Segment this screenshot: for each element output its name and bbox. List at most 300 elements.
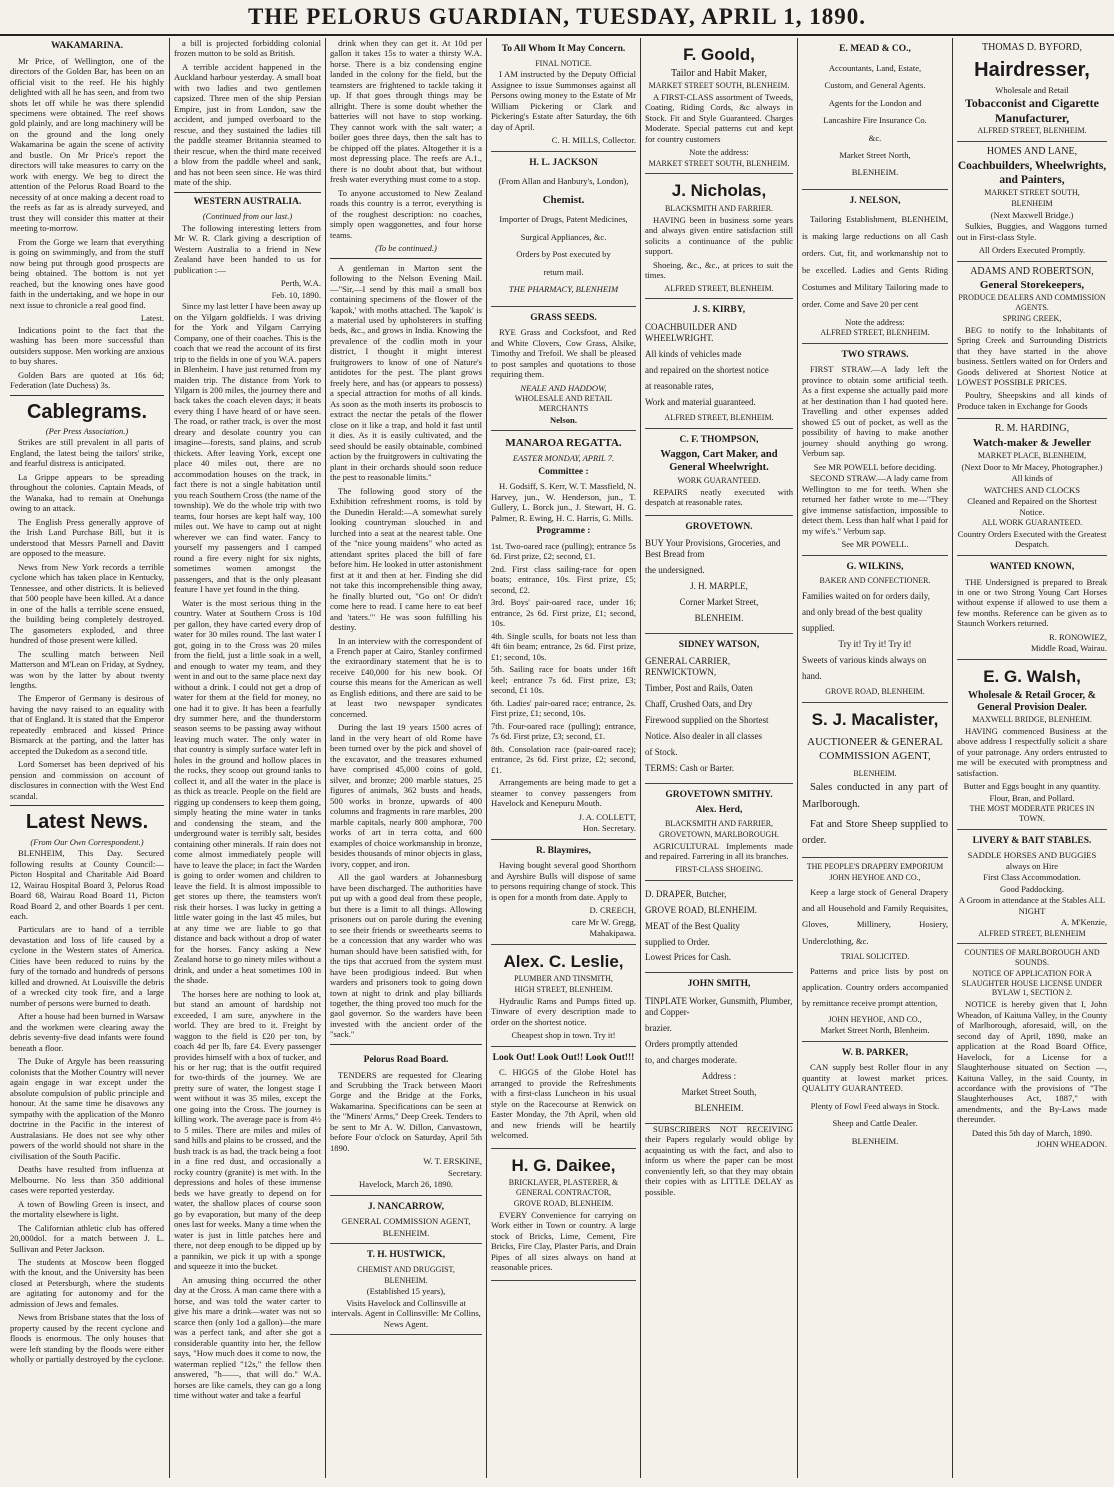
- ad-line: Sheep and Cattle Dealer.: [832, 1118, 918, 1129]
- letter-place: Perth, W.A.: [280, 278, 321, 289]
- ad-text: HAVING commenced Business at the above address I respectfully solicit a share of your patronage. Any orders entrusted to me will be executed with promptness and satisfaction.: [957, 725, 1107, 778]
- ad-text: REPAIRS neatly executed with despatch at reasonable rates.: [645, 486, 793, 508]
- ad-name: JOHN SMITH,: [687, 979, 751, 990]
- ad-text: Visits Havelock and Collinsville at intervals. Agent in Collinsville: Mr Collins, News Agent.: [331, 1297, 481, 1329]
- article-paragraph: La Grippe appears to be spreading throughout the colonies. Captain Meads, of the Wanaka, had to remain at Onehunga owing to an attack.: [10, 471, 164, 514]
- ad-signature: C. H. MILLS, Collector.: [551, 135, 636, 146]
- ad-name: HOMES AND LANE,: [986, 146, 1078, 158]
- ad-text: CAN supply best Roller flour in any quantity at lowest market prices. QUALITY GUARANTEED.: [802, 1062, 948, 1094]
- ad-line: supplied to Order.: [645, 936, 710, 947]
- ad-role: BLACKSMITH AND FARRIER.: [664, 204, 774, 214]
- ad-tag: Cheapest shop in town. Try it!: [511, 1030, 616, 1041]
- ad-names: JOHN HEYHOE AND CO.,: [829, 872, 921, 882]
- ad-name: W. B. PARKER,: [841, 1047, 909, 1058]
- programme-item: 3rd. Boys' pair-oared race, under 16; entrance, 2s 6d. First prize, £1; second, 10s.: [491, 597, 636, 629]
- ad-text: Having bought several good Shorthorn and Ayrshire Bulls will dispose of same to persons requiring change of stock. This is open for a month from date. Apply to: [491, 860, 636, 902]
- western-australia-title: WESTERN AUSTRALIA.: [193, 196, 302, 207]
- ad-next: (Next Maxwell Bridge.): [990, 209, 1074, 220]
- ad-harding: [957, 419, 1107, 555]
- ad-address: Middle Road, Wairau.: [1030, 643, 1107, 654]
- ad-nancarrow: [330, 1196, 482, 1245]
- ad-line: First Class Accommodation.: [983, 872, 1081, 883]
- ad-note: Note the address:: [689, 147, 749, 158]
- programme-list: [491, 541, 636, 775]
- ad-address: GROVE ROAD, BLENHEIM.: [513, 1198, 614, 1208]
- ad-counties: [957, 944, 1107, 1155]
- ad-place: Nelson.: [550, 414, 577, 425]
- ad-role: Wholesale & Retail Grocer, & General Provision Dealer.: [967, 689, 1097, 713]
- article-paragraph: Deaths have resulted from influenza at Melbourne. No less than 350 additional cases were reported yesterday.: [10, 1164, 164, 1196]
- ad-line: hand.: [802, 670, 822, 681]
- ad-text: Poultry, Sheepskins and all kinds of Produce taken in Exchange for Goods: [957, 390, 1107, 411]
- ad-text: HAVING been in business some years and always given entire satisfaction still solicits a continuance of the public support.: [645, 214, 793, 257]
- ad-role: CHEMIST AND DRUGGIST,: [357, 1264, 455, 1274]
- ad-address: GROVE ROAD, BLENHEIM.: [825, 686, 925, 696]
- ad-text: A FIRST-CLASS assortment of Tweeds, Coating, Riding Cords, &c always in Stock. Fit and Style Guaranteed. Charges Moderate. Special patterns cut and kept for country customers: [645, 91, 793, 144]
- ad-line: Firewood supplied on the Shortest: [645, 715, 769, 726]
- subscribers-notice: SUBSCRIBERS NOT RECEIVING their Papers regularly would oblige by acquainting us with the fact, and also to inform us where the paper can be most conveniently left, so that they may obtain their copies with as LITTLE DELAY as possible.: [645, 1123, 793, 1197]
- ad-trial: TRIAL SOLICITED.: [840, 951, 910, 961]
- ad-watson: [645, 634, 793, 784]
- ad-byford: [957, 38, 1107, 142]
- ad-title: Pelorus Road Board.: [363, 1054, 449, 1065]
- cablegrams-title: Cablegrams.: [26, 400, 148, 423]
- ad-address: ALFRED STREET, BLENHEIM.: [664, 283, 774, 293]
- article-paragraph: The Duke of Argyle has been reassuring colonists that the Mother Country will never again engage in war except under the absolute compulsion of public principle and honour. At the same time he disavows any sympathy with the application of the Monro doctrine in the Pacific in the interest of Australasians. He does not see why other powers of the world should not share in the civilisation of the South Pacific.: [10, 1056, 164, 1161]
- ad-line: Plenty of Fowl Feed always in Stock.: [810, 1100, 940, 1111]
- ad-role: BLACKSMITH AND FARRIER,: [664, 819, 774, 829]
- ad-line: WATCHES AND CLOCKS: [984, 484, 1080, 495]
- ad-line: BUY Your Provisions, Groceries, and Best Bread from: [645, 538, 781, 560]
- ad-text: Hydraulic Rams and Pumps fitted up. Tinware of every description made to order on the shortest notice.: [491, 995, 636, 1027]
- ad-place: BLENHEIM.: [382, 1227, 430, 1238]
- to-be-continued: (To be continued.): [375, 243, 437, 254]
- article-paragraph: The English Press generally approve of the Irish Land Purchase Bill, but it is understood that Messrs Parnell and Davitt are opposed to the measure.: [10, 516, 164, 559]
- ad-address: MARKET STREET SOUTH, BLENHEIM.: [648, 80, 790, 90]
- ad-role: PLUMBER AND TINSMITH,: [514, 974, 613, 984]
- ad-draper: [645, 881, 793, 974]
- column-6: [798, 38, 952, 1478]
- ad-name: J. Nicholas,: [671, 181, 767, 201]
- ad-goold: [645, 38, 793, 174]
- ad-role: Chemist.: [542, 193, 585, 206]
- ad-line: GENERAL CARRIER, RENWICKTOWN,: [645, 656, 731, 678]
- ad-blaymires: [491, 840, 636, 945]
- ad-line: supplied.: [802, 622, 835, 633]
- ad-name: Alex. C. Leslie,: [503, 951, 624, 971]
- ad-line: Timber, Post and Rails, Oaten: [645, 683, 753, 694]
- ad-line: Agents for the London and: [828, 97, 922, 108]
- ad-line: and repaired on the shortest notice: [645, 364, 769, 375]
- ad-name: R. M. HARDING,: [994, 423, 1070, 435]
- ad-subtitle: FINAL NOTICE.: [535, 58, 592, 68]
- committee-title: Committee :: [538, 466, 589, 477]
- column-7: [953, 38, 1111, 1478]
- ad-tag: THE MOST MODERATE PRICES IN TOWN.: [969, 804, 1095, 823]
- ad-firm-role: WHOLESALE AND RETAIL MERCHANTS: [514, 394, 613, 413]
- column-4: [487, 38, 640, 1478]
- ad-established: (Established 15 years),: [366, 1286, 446, 1297]
- ad-title: GRASS SEEDS.: [530, 312, 597, 323]
- ad-line: the undersigned.: [645, 565, 705, 576]
- ad-line: &c.: [868, 132, 882, 143]
- ad-name: R. Blaymires,: [536, 845, 591, 856]
- article-paragraph: The Californian athletic club has offered 20,000dol. for a match between J. L. Sullivan and Peter Jackson.: [10, 1222, 164, 1254]
- article-paragraph: News from Brisbane states that the loss of property caused by the recent cyclone and floods is enormous. The only houses that were left standing by the floods were either wholly or partially destroyed by the cyclone.: [10, 1312, 164, 1365]
- ad-leslie: [491, 945, 636, 1047]
- ad-title: TWO STRAWS.: [841, 349, 909, 360]
- masthead: THE PELORUS GUARDIAN, TUESDAY, APRIL 1, 1890.: [0, 0, 1114, 36]
- ad-text: Country Orders Executed with the Greatest Despatch.: [957, 528, 1107, 550]
- ad-tag: FIRST-CLASS SHOEING.: [675, 864, 763, 874]
- ad-name: T. H. HUSTWICK,: [366, 1250, 446, 1261]
- ad-title: WANTED KNOWN,: [989, 561, 1075, 572]
- ad-next: (Next Door to Mr Macey, Photographer.): [961, 461, 1103, 472]
- ad-address: ALFRED STREET, BLENHEIM.: [977, 126, 1087, 136]
- article-paragraph: Lord Somerset has been deprived of his pension and commission on account of disclosures in connection with the West End scandal.: [10, 759, 164, 801]
- ad-signature: J. A. COLLETT,: [578, 811, 636, 822]
- ad-text: RYE Grass and Cocksfoot, and Red and White Clovers, Cow Grass, Alsike, Timothy and Trefoil. We shall be pleased to post samples and quotations to those requiring them.: [491, 327, 636, 380]
- ad-text: FIRST STRAW.—A lady left the province to obtain some artificial teeth. As a first expense she actually paid more at her destination than I had quoted here. Travelling and other expenses added showed £5 out of pocket, as well as the possibility of having to make another journey should anything go wrong. Verbum sap.: [802, 364, 948, 459]
- ad-text: All Orders Executed Promptly.: [978, 245, 1086, 256]
- ad-line: Orders by Post executed by: [516, 249, 611, 260]
- article-paragraph: The horses here are nothing to look at, but stand an amount of hardship not exceeded, I am sure, anywhere in the world. They are bred to it. Freight by waggon to the field is £20 per ton, by coach 4d per lb, fare £4. Every passenger provides himself with a box of tucker, and his or her rug; that is the outfit required for two-thirds of the journey. We are pretty sure of water, the longest stage I went without it was 35 miles, except the one going into the Cross. The journey is killing work. The average pace is from 4½ to 5 miles. There are miles and miles of sand hills and plains to be crossed, and the bush track is as bad, the track being a foot in a fine red dust, and occasionally a rocky country (granite) is met with. In the depressions and holes of these immense beds we have greatly to depend on for water, the shallow places of course soon go by evaporation, but many of the deep ones last for weeks. Many a time when the water is just in little patches here and there, not deep enough to be dipped up by a pannikin, we pick it up with a sponge and squeeze it into the bucket.: [174, 988, 321, 1272]
- ad-place: BLENHEIM.: [384, 1275, 428, 1285]
- ad-name: C. F. THOMPSON,: [679, 434, 759, 445]
- ad-signature: JOHN HEYHOE, AND CO.,: [828, 1014, 922, 1024]
- column-1: [6, 38, 168, 1478]
- ad-text: Fat and Store Sheep supplied to order.: [802, 818, 948, 847]
- article-paragraph: A gentleman in Marton sent the following to the Nelson Evening Mail. —"Sir,—I send by this mail a small box containing specimens of the flower of the 'kapok,' with moths attached. The 'kapok' is a material used by upholsterers in stuffing beds, &c., and grows in India. Knowing the prevalence of the codlin moth in your district, I thought it might interest fruitgrowers to know of one of Nature's antidotes for the pest. The plant grows freely here, and has (or appears to possess) a special attraction for moths of all kinds. As soon as the moth inserts its proboscis to extract the nectar the petals of the flower close on it like a trap, and hold it fast until it dies. As it is easily cultivated, and the seed should be easily obtainable, combined action by the fruitgrowers in cultivating the plant in their orchards should soon reduce the pest to reasonable limits.": [330, 262, 482, 483]
- ad-two-straws: [802, 344, 948, 556]
- ad-see: See MR POWELL.: [841, 539, 909, 550]
- ad-walsh: [957, 660, 1107, 830]
- ad-signature: W. T. ERSKINE,: [423, 1156, 482, 1167]
- ad-line: of Stock.: [645, 747, 678, 758]
- ad-date: Dated this 5th day of March, 1890.: [971, 1127, 1093, 1138]
- ad-line: Address :: [701, 1070, 737, 1081]
- ad-from: (From Allan and Hanbury's, London),: [498, 176, 629, 187]
- ad-line: All kinds of vehicles made: [645, 348, 742, 359]
- ad-line: Importer of Drugs, Patent Medicines,: [499, 214, 628, 225]
- ad-name: J. S. KIRBY,: [692, 305, 746, 316]
- article-paragraph: The sculling match between Neil Matterson and M'Lean on Friday, at Sydney, was won by the latter by about twenty lengths.: [10, 648, 164, 690]
- cablegrams-source: (Per Press Association.): [45, 425, 129, 436]
- ad-line: Flour, Bran, and Pollard.: [989, 792, 1075, 803]
- programme-item: 6th. Ladies' pair-oared race; entrance, 2s. First prize, £1; second, 10s.: [491, 697, 636, 719]
- latest-label: Latest.: [140, 313, 164, 324]
- ad-line: TERMS: Cash or Barter.: [645, 763, 734, 774]
- letter-date: Feb. 10, 1890.: [271, 289, 321, 300]
- ad-line: BLENHEIM.: [851, 167, 899, 178]
- ad-title: To All Whom It May Concern.: [501, 44, 626, 54]
- ad-agents: PRODUCE DEALERS AND COMMISSION AGENTS.: [958, 293, 1106, 313]
- ad-see: See MR POWELL before deciding.: [813, 461, 937, 472]
- ad-place: SPRING CREEK,: [1002, 313, 1062, 323]
- column-5: [641, 38, 797, 1478]
- article-paragraph: An amusing thing occurred the other day at the Cross. A man came there with a horse, and was told the water carter to give his mare a drink—water was not so scarce then (only 1od a gallon)—the mare was a perfect tank, and after she got a considerable quantity into her, the fellow says, "How much does it come to now, the waterman replied "12s," the fellow then answered, "h——, that will do." W.A. horses are like camels, they can go a long time without water and take a fearful: [174, 1274, 321, 1400]
- article-paragraph: From the Gorge we learn that everything is going on swimmingly, and from the stuff now being put through good prospects are being obtained. The bottom is not yet reached, but the knowing ones have good faith in the undertaking, and we hope in our next issue to chronicle a real good find.: [10, 236, 164, 310]
- ad-text: BEG to notify to the Inhabitants of Spring Creek and Surrounding Districts that they have started in the above business. Settlers waited on for Orders and Goods delivered at Shortest Notice at LOWEST POSSIBLE PRICES.: [957, 324, 1107, 387]
- ad-name: S. J. Macalister,: [811, 709, 939, 729]
- ad-address: HIGH STREET, BLENHEIM.: [514, 984, 613, 994]
- ad-address: MARKET PLACE, BLENHEIM,: [977, 451, 1087, 461]
- ad-line: Cleaned and Repaired on the Shortest Notice.: [967, 496, 1097, 517]
- ad-name: SIDNEY WATSON,: [678, 639, 760, 650]
- ad-notice: [491, 38, 636, 152]
- ad-role: Watch-maker & Jeweller: [972, 436, 1092, 449]
- ad-role: Secretary.: [447, 1167, 482, 1178]
- ad-name: Alex. Herd,: [695, 804, 743, 815]
- ad-line: BLENHEIM.: [694, 1102, 744, 1113]
- column-2: [170, 38, 325, 1478]
- ad-line: Orders promptly attended: [645, 1038, 738, 1049]
- article-paragraph: After a house had been burned in Warsaw and the workmen were clearing away the debris seventy-five dead infants were found beneath a floor.: [10, 1011, 164, 1053]
- article-paragraph: Strikes are still prevalent in all parts of England, the latest being the tailors' strike, and fearful distress is anticipated.: [10, 437, 164, 469]
- ad-line: Sweets of various kinds always on: [802, 654, 927, 665]
- ad-text: A Groom in attendance at the Stables ALL NIGHT: [958, 895, 1106, 916]
- programme-item: 7th. Four-oared race (pulling); entrance, 7s 6d. First prize, £3; second, £1.: [491, 720, 636, 742]
- ad-line: COACHBUILDER AND WHEELWRIGHT.: [645, 322, 737, 344]
- ad-signature: R. RONOWIEZ,: [1049, 631, 1107, 642]
- latest-news-source: (From Our Own Correspondent.): [30, 836, 144, 847]
- programme-item: 8th. Consolation race (pair-oared race); entrance, 2s 6d. First prize, £2; second, £1.: [491, 743, 636, 775]
- ad-place: BLENHEIM: [1011, 199, 1053, 209]
- latest-news-title: Latest News.: [25, 811, 149, 834]
- ad-line: BLENHEIM.: [694, 612, 744, 623]
- ad-hustwick: [330, 1244, 482, 1335]
- article-paragraph: a bill is projected forbidding colonial frozen mutton to be sold as British.: [174, 38, 321, 59]
- ad-agent: care Mr W. Gregg,: [571, 916, 636, 927]
- article-paragraph: The students at Moscow been flogged with the knout, and the University has been closed at Petersburgh, where the students are agitating for autonomy and for the admission of Jews and females.: [10, 1257, 164, 1309]
- ad-sub: Wholesale and Retail: [995, 84, 1069, 95]
- ad-date: Havelock, March 26, 1890.: [358, 1179, 454, 1190]
- article-paragraph: A terrible accident happened in the Auckland harbour yesterday. A small boat with two ladies and two gentlemen capsized. Three men of the ship Persian Empire, just in from London, saw the accident, and jumped overboard to the rescue, and they sustained the ladies till the paddle steamer Britannia steamed to their rescue, when the third mate received a blow from the paddle wheel and sank, and has not been seen since. He was third mate of the ship.: [174, 61, 321, 188]
- ad-text: I AM instructed by the Deputy Official Assignee to issue Summonses against all Persons owing money to the Estate of Mr William Pickering or Clark and Pickering's Estate after Saturday, the 6th day of April.: [491, 69, 636, 132]
- ad-title: LIVERY & BAIT STABLES.: [972, 835, 1092, 846]
- ad-jackson: [491, 152, 636, 307]
- ad-line: Corner Market Street,: [679, 596, 759, 607]
- article-paragraph: News from New York records a terrible cyclone which has taken place in Kentucky, Tennessee, and other districts. It is believed that 500 people have been killed. At a dance in one of the halls a terrible scene ensued, the building being completely destroyed. The gasometers exploded, and three hundred of those present were killed.: [10, 561, 164, 646]
- ad-text: C. HIGGS of the Globe Hotel has arranged to provide the Refreshments with a first-class Luncheon in his usual style on the Racecourse at Renwick on Easter Monday, the 7th April, when old and new friends will be heartily welcomed.: [491, 1067, 636, 1141]
- ad-date: EASTER MONDAY, APRIL 7.: [512, 453, 615, 464]
- continued-note: (Continued from our last.): [202, 211, 293, 222]
- ad-text: Keep a large stock of General Drapery and all Household and Family Requisites, Gloves, Millinery, Hosiery, Underclothing, &c.: [802, 886, 948, 946]
- ad-herd: [645, 784, 793, 880]
- programme-item: 5th. Sailing race for boats under 16ft keel; entrance 7s 6d. First prize, £3; second, £1 10s.: [491, 664, 636, 696]
- ad-text: SECOND STRAW.—A lady came from Wellington to me for teeth. When she returned her father wrote to me—"They give immense satisfaction, impossible to detect them. Less than half what I paid for my wife's." Verbum sap.: [802, 473, 948, 536]
- ad-title: GROVETOWN SMITHY.: [665, 790, 773, 801]
- ad-text: Shoeing, &c., &c., at prices to suit the times.: [645, 259, 793, 281]
- ad-guarantee: ALL WORK GUARANTEED.: [981, 518, 1083, 528]
- ad-line: Lancashire Fire Insurance Co.: [823, 115, 927, 126]
- article-paragraph: The Emperor of Germany is desirous of having the navy raised to an equality with that of England. It is stated that the Emperor repeatedly embraced and kissed Prince Bismarck at the parting, and the latter has accepted the Dukedom as a second title.: [10, 693, 164, 756]
- ad-pharmacy: THE PHARMACY, BLENHEIM: [508, 284, 619, 295]
- ad-role: Hon. Secretary.: [582, 823, 636, 834]
- ad-line: Butter and Eggs bought in any quantity.: [963, 781, 1101, 792]
- ad-line: MEAT of the Best Quality: [645, 920, 740, 931]
- ad-name: ADAMS AND ROBERTSON,: [970, 265, 1094, 277]
- ad-smith: [645, 973, 793, 1123]
- programme-item: 2nd. First class sailing-race for open boats; entrance, 10s. First prize, £5; second, £2.: [491, 563, 636, 595]
- ad-role: Tailor and Habit Maker,: [670, 67, 768, 79]
- ad-place: GROVETOWN, MARLBOROUGH.: [658, 830, 780, 840]
- ad-line: SADDLE HORSES AND BUGGIES always on Hire: [967, 850, 1097, 871]
- ad-address: MARKET STREET SOUTH, BLENHEIM.: [648, 158, 790, 168]
- ad-subtitle: NOTICE OF APPLICATION FOR A SLAUGHTER HOUSE LICENSE UNDER BYLAW 1, SECTION 2.: [961, 968, 1103, 998]
- article-paragraph: In an interview with the correspondent of a French paper at Cairo, Stanley confirmed the extraordinary statement that he is to receive £40,000 for his new book. Of course this means for the American as well as English editions, and there are said to be at least two newspaper syndicates concerned.: [330, 635, 482, 719]
- ad-name: THOMAS D. BYFORD,: [981, 42, 1082, 53]
- wakamarina-title: WAKAMARINA.: [50, 41, 124, 51]
- ad-line: and only bread of the best quality: [802, 607, 923, 618]
- ad-role: Hairdresser,: [974, 59, 1090, 82]
- ad-text: Sales conducted in any part of Marlborough.: [802, 781, 948, 810]
- ad-title: THE PEOPLE'S DRAPERY EMPORIUM: [806, 862, 944, 872]
- ad-role: General Storekeepers,: [979, 278, 1085, 291]
- ad-firm: NEALE AND HADDOW,: [520, 382, 607, 393]
- ad-title: MANAROA REGATTA.: [505, 437, 622, 450]
- article-paragraph: The following good story of the Exhibition refreshment rooms, is told by the Dunedin Herald:—A somewhat surely looking countryman slouched in and lurched into a seat at the nearest table. One of the "nice young maidens" who acted as attendant sprites placed the bill of fare before him. He looked in utter astonishment first at it and then at her. Finding she did not take this incomprehensible thing away, he finally blurted out, "Go on! Or didn't come here to read. I came here to eat beef and 'taters.'" He was soon fulfilling his destiny.: [330, 485, 482, 633]
- ad-line: at reasonable rates,: [645, 380, 714, 391]
- committee-text: H. Godsiff, S. Kerr, W. T. Massfield, N. Harvey, jun., W. Henderson, jun., T. Gullery, L. Borck jun., J. Stewart, H. G. Palmer, R. Ewing, H. C. Harris, G. Mills.: [491, 481, 636, 523]
- article-paragraph: Water is the most serious thing in the country. Water at Southern Cross is 10d per gallon, they have carted every drop of water for 30 miles round. The last water I got, going in to the Cross was 20 miles from the field, just a little soak in a well, and enough to water my team, and they went in and out to the same place next day without a drink. I could not get a drop of water for them at the field for money, no one had it to give. It has been a fearfully dry summer here, and the thunderstorm season seems to be passing away without leaving much water. The only water in that country is simply surface water left in holes in the ground and hollow places in the rocks, they scoop out ground tanks to collect it, and all the water in the place is as thick as treacle. People on the field are rigging up condensers to keep them going, simply heating the mine water in tanks and condensing the steam, and the underground water is terribly salt, besides containing other minerals. If rain does not come almost immediately people will have to leave the place; in fact the Warden is going to order women and children to leave the field. It is almost impossible to get stores up there, the teamsters won't risk their horses. I was lucky in getting a little water going in the last 45 miles, but at any time we are liable to go that distance and back without a drop of water for the horses. Fancy asking a New Zealand horse to go ninety miles without a drink, and under a heat sometimes 100 in the shade.: [174, 597, 321, 986]
- ad-macalister: [802, 703, 948, 858]
- ad-kirby: [645, 299, 793, 428]
- ad-homes: [957, 142, 1107, 262]
- ad-nelson: [802, 190, 948, 344]
- ad-line: Lowest Prices for Cash.: [645, 952, 731, 963]
- ad-line: Market Street South,: [681, 1086, 757, 1097]
- ad-text: Sulkies, Buggies, and Waggons turned out in First-class Style.: [957, 221, 1107, 242]
- programme-item: 4th. Single sculls, for boats not less than 4ft 6in beam; entrance, 2s 6d. First prize, £1; second, 10s.: [491, 630, 636, 662]
- ad-text: EVERY Convenience for carrying on Work either in Town or country. A large stock of Bricks, Lime, Cement, Fire Bricks, Fire Clay, Plaster Paris, and Drain Pipes of all sizes always on hand at reasonable prices.: [491, 1209, 636, 1273]
- ad-line: Market Street North,: [839, 150, 911, 160]
- ad-signature: JOHN WHEADON.: [1036, 1139, 1107, 1150]
- ad-role: BAKER AND CONFECTIONER.: [819, 576, 931, 586]
- ad-name: H. G. Daikee,: [511, 1155, 616, 1175]
- ad-pelorus-road-board: [330, 1049, 482, 1196]
- ad-wanted: [957, 556, 1107, 660]
- ad-line: All kinds of: [1011, 473, 1053, 484]
- ad-line: Custom, and General Agents.: [824, 80, 926, 91]
- article-paragraph: BLENHEIM, This Day. Secured following results at County Council:—Picton Hospital and Charitable Aid Board 12, Wairau Hospital Board 3, Pelorus Road Board 68, Wairau Road Board 11, Picton Road Board 2, and other Boards 1 per cent. each.: [10, 848, 164, 921]
- article-paragraph: During the last 19 years 1500 acres of land in the very heart of old Rome have been turned over by the pick and shovel of the excavator, and the treasures exhumed have comprised 45,000 coins of gold, silver, and bronze; 200 marble statues, 25 figures of animals, 362 busts and heads, 500 works in bronze, upwards of 400 columns and fragments in rare marbles, 200 marble capitals, nearly 800 amphoræ, 700 works of art in terra cotta, and 600 examples of choice workmanship in bronze, besides thousands of minor objects in glass, ivory, copper, and iron.: [330, 722, 482, 869]
- ad-text: NOTICE is hereby given that I, John Wheadon, of Kaituna Valley, in the County of Marlborough, aforesaid, will, on the second day of April, 1890, make an application at the Road Board Office, Havelock, for a License for a Slaughterhouse situated on Section —, Kaituna Valley, in the said County, in accordance with the provisions of "The Slaughterhouses Act, 1887," with amendments, and the By-Laws made thereunder.: [957, 999, 1107, 1125]
- ad-guarantee: WORK GUARANTEED.: [677, 475, 761, 485]
- article-paragraph: Mr Price, of Wellington, one of the directors of the Golden Bar, has been on an official visit to the reef. He his highly delighted with all he has seen, and from two shots let off while he was there splendid specimens were obtained. The reef shows gold plainly, and are long machinery will be on the ground and the long onely Wakamarina be again the scene of activity and bustle. On Mr Price's report the directors will take measures to carry on the work with energy. We beg to direct the attention of the Pelorus Road Board to the necessity of at once making a decent road to the reefs as far as is already surveyed, and trust they will consider this matter at their meeting to-morrow.: [10, 55, 164, 234]
- ad-address: ALFRED STREET, BLENHEIM: [978, 928, 1086, 938]
- ad-text: Tailoring Establishment, BLENHEIM, is making large reductions on all Cash orders. Cut, fit, and workmanship not to be excelled. Ladies and Gents Riding Costumes and Military Tailoring made to order. Come and Save 20 per cent: [802, 213, 948, 310]
- ad-text: Patterns and price lists by post on application. Country orders accompanied by remittance receive prompt attention,: [802, 965, 948, 1009]
- ad-emporium: [802, 858, 948, 1042]
- ad-line: to, and charges moderate.: [645, 1054, 738, 1065]
- ad-nicholas: [645, 174, 793, 299]
- ad-place: BLENHEIM.: [853, 769, 897, 779]
- article-paragraph: Indications point to the fact that the washing has been more successful than outsiders suppose. Men working are anxious to buy shares.: [10, 324, 164, 367]
- ad-line: Accountants, Land, Estate,: [828, 62, 922, 73]
- ad-place: BLENHEIM.: [851, 1135, 899, 1146]
- ad-line: GROVE ROAD, BLENHEIM.: [645, 904, 757, 915]
- ad-address: MAXWELL BRIDGE, BLENHEIM.: [972, 715, 1092, 724]
- ad-name: E. G. Walsh,: [983, 666, 1081, 686]
- ad-name: J. NELSON,: [849, 195, 901, 206]
- ad-grass-seeds: [491, 307, 636, 431]
- ad-name: F. Goold,: [683, 45, 755, 64]
- ad-title: GROVETOWN.: [685, 521, 753, 532]
- ad-line: D. DRAPER, Butcher,: [645, 888, 727, 899]
- ad-title: Look Out! Look Out!! Look Out!!!: [492, 1052, 635, 1063]
- article-paragraph: To anyone accustomed to New Zealand roads this country is a terror, everything is of the roughest description: no coaches, simply open waggonettes, and four horse teams.: [330, 187, 482, 240]
- ad-text: TENDERS are requested for Clearing and Scrubbing the Track between Maori Gorge and the Bridge at the Forks, Wakamarina. Specifications can be seen at the "Miners' Arms," Deep Creek. Tenders to be sent to Mr A. W. Dillon, Canvastown, before Four o'clock on Saturday, April 5th 1890.: [330, 1069, 482, 1153]
- ad-name: H. L. JACKSON: [529, 157, 598, 168]
- ad-line: return mail.: [543, 266, 584, 277]
- ad-address: MARKET STREET SOUTH,: [984, 188, 1080, 198]
- ad-line: Chaff, Crushed Oats, and Dry: [645, 699, 753, 710]
- ad-place: Mahakipawa.: [589, 928, 636, 939]
- programme-item: 1st. Two-oared race (pulling); entrance 5s 6d. First prize, £2; second, £1.: [491, 540, 636, 562]
- ad-line: Good Paddocking.: [1000, 883, 1064, 894]
- ad-role: Coachbuilders, Wheelwrights, and Painters,: [957, 160, 1107, 187]
- ad-line: Work and material guaranteed.: [645, 396, 756, 407]
- ad-role: Tobacconist and Cigarette Manufacturer,: [964, 96, 1099, 125]
- ad-livery: [957, 830, 1107, 945]
- ad-agent: D. CREECH,: [589, 905, 636, 916]
- ad-name: G. WILKINS,: [846, 561, 904, 572]
- ad-address: ALFRED STREET, BLENHEIM.: [820, 328, 930, 338]
- ad-line: brazier.: [645, 1022, 672, 1033]
- ad-role: GENERAL COMMISSION AGENT,: [341, 1216, 471, 1227]
- ad-line: Surgical Appliances, &c.: [520, 231, 607, 242]
- ad-line: Notice. Also dealer in all classes: [645, 731, 762, 742]
- programme-title: Programme :: [536, 526, 591, 537]
- article-paragraph: Since my last letter I have been away up on the Yilgarn goldfields. I was driving for the York and Yilgarn Carrying Company, one of their coaches. This is the coach that we read the account of its first trip to the fields in one of you W.A. papers in Blenheim. I have just returned from my maiden trip. The distance from York to Yilgarn is 200 miles, the journey there and back takes the coach eleven days; it beats every thing I have heard of or have seen. The road, or rather track, is over the most dreary and desolate country you can imagine—forests, sand plains, and scrub thickets. After leaving York, except one place 40 miles out, there are no accommodation houses on the track, in fact there is not a single habitation until you reach Southern Cross (the name of the township). We do the whole trip with two teams, four horses are kept half way, 100 miles out. We have to camp out at night wherever we can find water. Fancy to yourself my passengers and I camped round a fire every night for six nights, sometimes women amongst the passengers, and that is the only pleasant feature I have yet found in the thing.: [174, 301, 321, 595]
- ad-line: TINPLATE Worker, Gunsmith, Plumber, and Copper-: [645, 996, 793, 1017]
- article-paragraph: Particulars are to hand of a terrible devastation and loss of life caused by a cyclone in the Western states of America. Cities have been reduced to ruins by the fury of the tornado and hundreds of persons killed and drowned. At Louisville the debris of a wrecked city took fire, and a large number of persons were burned to death.: [10, 924, 164, 1008]
- ad-role: BRICKLAYER, PLASTERER, & GENERAL CONTRACTOR,: [508, 1178, 619, 1198]
- ad-adams: [957, 262, 1107, 420]
- ad-name: E. MEAD & CO.,: [839, 44, 911, 54]
- ad-wilkins: [802, 556, 948, 703]
- ad-text: THE Undersigned is prepared to Break in one or two Strong Young Cart Horses without expense if allowed to use them a few months. Reference can be given as to Staunch Workers returned.: [957, 576, 1107, 629]
- ad-name: J. NANCARROW,: [368, 1201, 444, 1212]
- ad-name: A. M'Kenzie,: [1060, 917, 1107, 928]
- article-paragraph: The following interesting letters from Mr W. R. Clark giving a description of Western Australia to a friend in New Zealand have been handed to us for publication :—: [174, 222, 321, 275]
- ad-address: ALFRED STREET, BLENHEIM.: [664, 412, 774, 422]
- article-paragraph: Golden Bars are quoted at 16s 6d; Federation (late Duchess) 3s.: [10, 369, 164, 391]
- ad-marple: [645, 516, 793, 634]
- ad-title: COUNTIES OF MARLBOROUGH AND SOUNDS.: [964, 948, 1100, 968]
- ad-note: Note the address:: [845, 316, 905, 327]
- ad-role: AUCTIONEER & GENERAL COMMISSION AGENT,: [807, 736, 943, 762]
- ad-parker: [802, 1042, 948, 1157]
- ad-address: Market Street North, Blenheim.: [820, 1025, 930, 1036]
- ad-line: Try it! Try it! Try it!: [838, 638, 912, 649]
- ad-role: Waggon, Cart Maker, and General Wheelwright.: [660, 449, 778, 473]
- ad-lookout: [491, 1047, 636, 1149]
- article-paragraph: drink when they can get it. At 10d per gallon it takes 15s to water a thirsty W.A. horse. There is a biz condensing engine landed in the colony for the field, but the teamsters are frightened to tackle taking it up. If that goes through things may be allright. There is some doubt whether the batteries will not have to stop working. They cannot work with the salt water; a boiler goes three days, then the salt has to be chipped off the plates. Altogether it is a most depressing place. The reefs are A.1., there is no doubt about that, but without fresh water everything must come to a stop.: [330, 38, 482, 185]
- ad-line: J. H. MARPLE,: [690, 580, 748, 591]
- article-paragraph: All the gaol warders at Johannesburg have been discharged. The authorities have put up with a good deal from these people, but there is a limit to all things. Allowing prisoners out on parole during the evening to see their friends or sweethearts seems to be a concession that any warder who was human should have been satisfied with, for the tips that accrued from the system must have been prodigious indeed. But when warders and prisoners took to going down town at night to drink and play billiards together, the thing proved too much for the gaol governor. So the warders have been invested with the ancient order of the "sack.": [330, 872, 482, 1040]
- ad-line: Families waited on for orders daily,: [802, 591, 930, 602]
- ad-text: Arrangements are being made to get a steamer to convey passengers from Havelock and Kenepuru Mouth.: [491, 777, 636, 809]
- ad-regatta: [491, 431, 636, 839]
- ad-thompson: [645, 429, 793, 516]
- ad-daikee: [491, 1149, 636, 1281]
- column-3: [326, 38, 486, 1478]
- ad-mead: [802, 38, 948, 190]
- ad-text: AGRICULTURAL Implements made and repaired. Farrering in all its branches.: [645, 840, 793, 862]
- article-paragraph: A town of Bowling Green is insect, and the mortality elsewhere is light.: [10, 1198, 164, 1220]
